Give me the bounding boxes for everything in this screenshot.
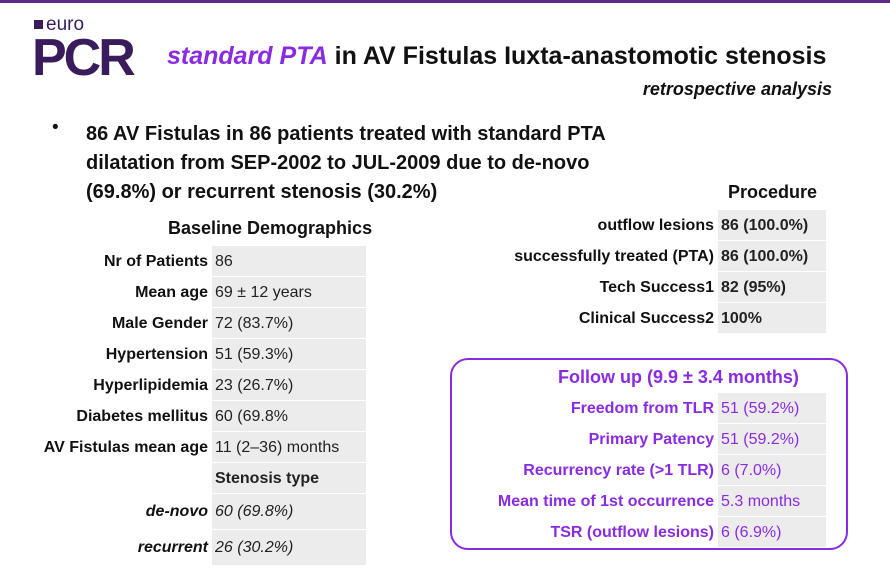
table-row	[30, 530, 366, 566]
bullet-dot: •	[52, 117, 59, 138]
row-label: Mean age	[135, 284, 208, 301]
table-row	[440, 210, 826, 241]
procedure-heading: Procedure	[728, 182, 818, 202]
table-row	[30, 463, 366, 494]
row-label: de-novo	[145, 503, 208, 520]
table-row	[440, 486, 826, 517]
followup-table	[440, 393, 826, 548]
logo-euro-text: euro	[34, 14, 84, 36]
table-row	[440, 424, 826, 455]
row-label: Tech Success1	[599, 279, 714, 296]
row-value: 26 (30.2%)	[212, 530, 366, 566]
bullet-text: 86 AV Fistulas in 86 patients treated with standard PTA dilatation from SEP-2002 to JUL-2009 due to de-novo (69.8%) or recurrent stenosis (30.2%)	[86, 123, 606, 203]
table-row	[30, 308, 366, 339]
row-value: 86	[212, 246, 366, 277]
table-row	[440, 517, 826, 548]
row-value: 100%	[718, 303, 826, 334]
row-value: 23 (26.7%)	[212, 370, 366, 401]
row-value: 69 ± 12 years	[212, 277, 366, 308]
table-row	[30, 401, 366, 432]
slide-subtitle: retrospective analysis	[642, 79, 832, 99]
row-label: outflow lesions	[597, 217, 714, 234]
table-row	[30, 246, 366, 277]
row-label: Clinical Success2	[578, 310, 714, 327]
table-row	[440, 393, 826, 424]
row-value: 6 (6.9%)	[718, 517, 826, 548]
table-row	[30, 432, 366, 463]
table-row	[30, 339, 366, 370]
row-label: Mean time of 1st occurrence	[497, 493, 714, 510]
table-row	[30, 277, 366, 308]
row-label: Primary Patency	[588, 431, 714, 448]
row-label: TSR (outflow lesions)	[550, 524, 714, 541]
row-value: 86 (100.0%)	[718, 210, 826, 241]
table-row	[30, 494, 366, 530]
followup-heading: Follow up (9.9 ± 3.4 months)	[558, 367, 799, 387]
table-row	[440, 303, 826, 334]
row-label: Nr of Patients	[103, 253, 208, 270]
row-value: 5.3 months	[718, 486, 826, 517]
row-value: 72 (83.7%)	[212, 308, 366, 339]
row-label: Recurrency rate (>1 TLR)	[523, 462, 714, 479]
top-rule	[0, 0, 890, 3]
row-value: 60 (69.8%)	[212, 494, 366, 530]
table-row	[440, 455, 826, 486]
row-value: 51 (59.2%)	[718, 393, 826, 424]
row-value: 6 (7.0%)	[718, 455, 826, 486]
row-label: Freedom from TLR	[570, 400, 714, 417]
table-row	[440, 241, 826, 272]
row-value: 51 (59.2%)	[718, 424, 826, 455]
europcr-logo	[32, 12, 154, 87]
title-accent: standard PTA	[167, 42, 328, 70]
row-value: 86 (100.0%)	[718, 241, 826, 272]
row-label: AV Fistulas mean age	[43, 439, 208, 456]
row-label	[30, 463, 212, 494]
table-row	[30, 370, 366, 401]
row-label: Hypertension	[105, 346, 208, 363]
baseline-heading: Baseline Demographics	[168, 218, 373, 238]
row-value: 60 (69.8%	[212, 401, 366, 432]
row-value: 82 (95%)	[718, 272, 826, 303]
row-label: Hyperlipidemia	[93, 377, 208, 394]
row-label: Male Gender	[111, 315, 208, 332]
logo-pcr-text: PCR	[32, 29, 133, 87]
row-label: successfully treated (PTA)	[514, 248, 714, 265]
table-row	[440, 272, 826, 303]
baseline-table	[30, 246, 366, 566]
row-label: Diabetes mellitus	[76, 408, 208, 425]
row-value: 51 (59.3%)	[212, 339, 366, 370]
procedure-table	[440, 210, 826, 334]
stenosis-type-header: Stenosis type	[212, 463, 366, 494]
row-label: recurrent	[137, 539, 208, 556]
row-value: 11 (2–36) months	[212, 432, 366, 463]
title-rest: in AV Fistulas Iuxta-anastomotic stenosis	[327, 42, 827, 70]
slide-title	[167, 42, 826, 71]
